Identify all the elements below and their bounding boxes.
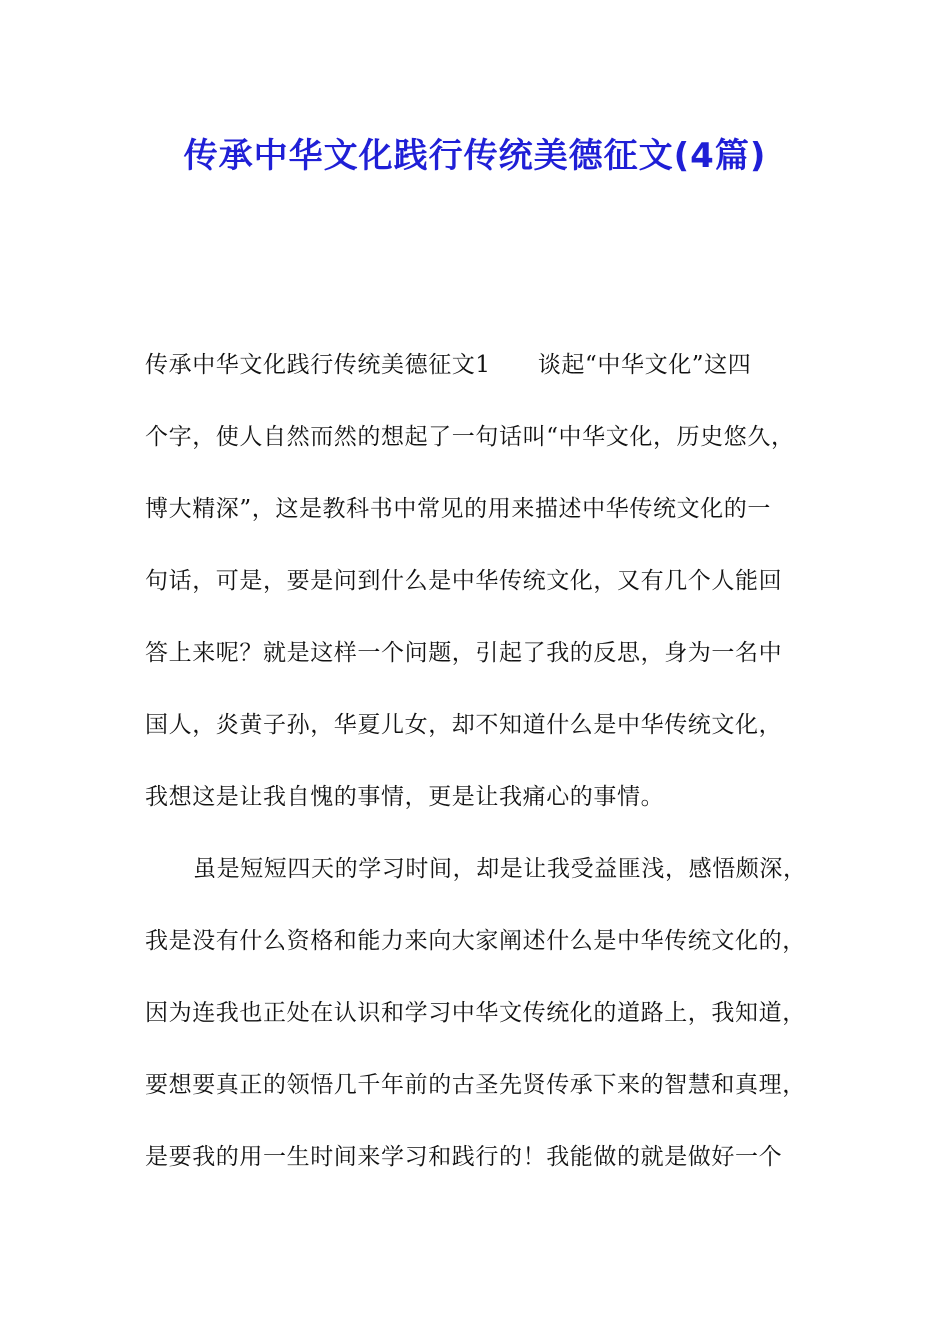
paragraph-line: 要想要真正的领悟几千年前的古圣先贤传承下来的智慧和真理，: [145, 1072, 806, 1098]
paragraph-line: 博大精深”，这是教科书中常见的用来描述中华传统文化的一: [145, 496, 771, 522]
paragraph-line: 句话，可是，要是问到什么是中华传统文化，又有几个人能回: [145, 568, 783, 594]
paragraph-line: 传承中华文化践行传统美德征文1 谈起“中华文化”这四: [145, 352, 752, 378]
document-title: 传承中华文化践行传统美德征文(4篇): [183, 136, 767, 176]
paragraph-first-line: 虽是短短四天的学习时间，却是让我受益匪浅，感悟颇深，: [193, 856, 807, 882]
paragraph-line: 因为连我也正处在认识和学习中华文传统化的道路上，我知道，: [145, 1000, 806, 1026]
paragraph-line: 答上来呢？就是这样一个问题，引起了我的反思，身为一名中: [145, 640, 783, 666]
paragraph-line: 我想这是让我自愧的事情，更是让我痛心的事情。: [145, 784, 665, 810]
paragraph-line: 是要我的用一生时间来学习和践行的！我能做的就是做好一个: [145, 1144, 783, 1170]
paragraph-line: 个字，使人自然而然的想起了一句话叫“中华文化，历史悠久，: [145, 424, 795, 450]
paragraph-line: 国人，炎黄子孙，华夏儿女，却不知道什么是中华传统文化，: [145, 712, 783, 738]
paragraph-line: 我是没有什么资格和能力来向大家阐述什么是中华传统文化的，: [145, 928, 806, 954]
